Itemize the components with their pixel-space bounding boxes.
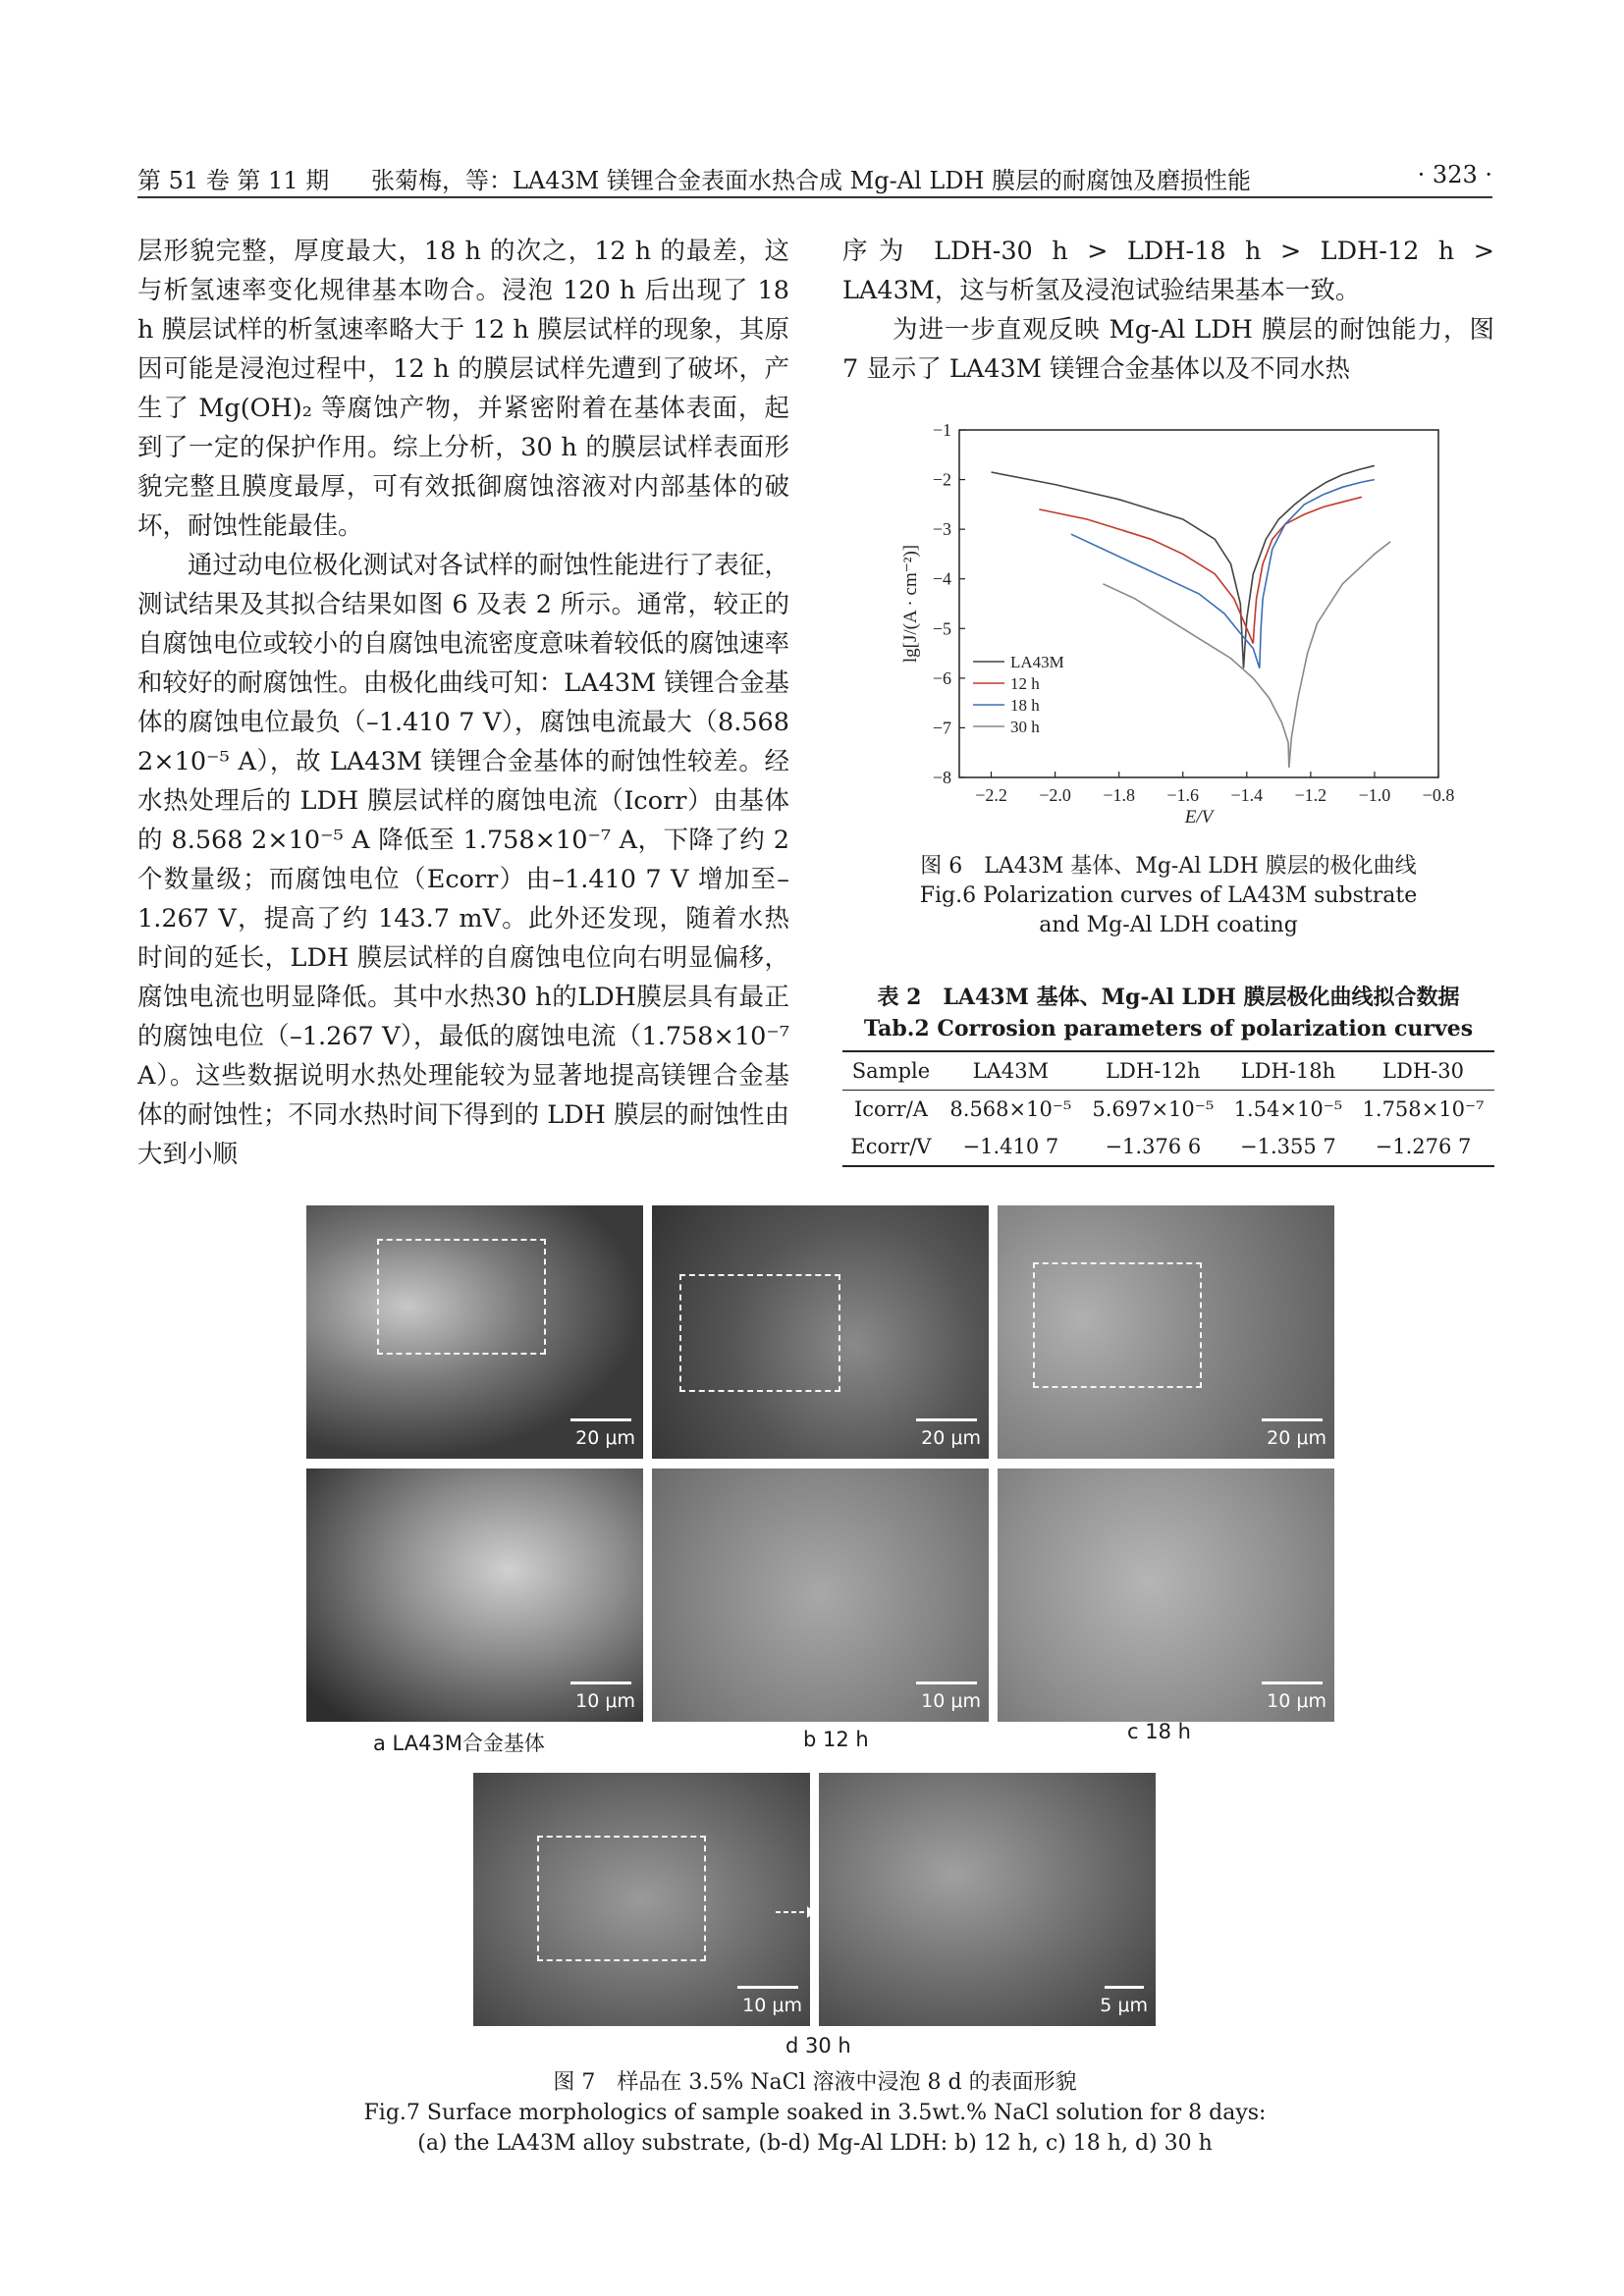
y-tick-label: −6 — [932, 667, 951, 688]
polarization-chart — [889, 412, 1468, 844]
table-cell: 1.758×10⁻⁷ — [1362, 1097, 1485, 1121]
y-axis-label: lg[J/(A · cm⁻²)] — [900, 544, 921, 664]
x-tick-label: −1.4 — [1230, 785, 1264, 805]
sem-image-c-low — [998, 1205, 1334, 1459]
x-tick-label: −1.8 — [1103, 785, 1135, 805]
subfigure-label-a: a LA43M合金基体 — [373, 1732, 545, 1755]
table-header: LDH-12h — [1082, 1051, 1224, 1091]
table-header: LA43M — [940, 1051, 1082, 1091]
subfigure-label-c: c 18 h — [1127, 1720, 1191, 1743]
journal-volume: 第 51 卷 第 11 期 — [137, 167, 330, 194]
sem-image-a-low — [306, 1205, 643, 1459]
sem-image-d-high — [819, 1773, 1156, 2026]
page-number: · 323 · — [1417, 161, 1492, 188]
table-row — [842, 1091, 1494, 1129]
x-tick-label: −1.2 — [1294, 785, 1327, 805]
sem-image-b-low — [652, 1205, 989, 1459]
zoom-region-box — [679, 1274, 840, 1392]
legend-label: 12 h — [1010, 674, 1040, 693]
running-header — [137, 157, 1492, 198]
table2-caption-cn: 表 2 LA43M 基体、Mg-Al LDH 膜层极化曲线拟合数据 — [877, 985, 1460, 1010]
sem-image-c-high — [998, 1468, 1334, 1722]
zoom-region-box — [537, 1836, 706, 1961]
legend-label: 18 h — [1010, 696, 1040, 715]
sem-image-d-low — [473, 1773, 810, 2026]
table-header: LDH-30 — [1352, 1051, 1494, 1091]
table-cell: 8.568×10⁻⁵ — [949, 1097, 1072, 1121]
table-header: LDH-18h — [1224, 1051, 1352, 1091]
table2-caption — [842, 982, 1494, 1044]
table-row — [842, 1128, 1494, 1166]
x-tick-label: −1.6 — [1166, 785, 1200, 805]
scale-label: 10 μm — [742, 1995, 802, 2016]
table-cell: −1.276 7 — [1352, 1128, 1494, 1166]
table-cell: −1.355 7 — [1224, 1128, 1352, 1166]
scale-label: 10 μm — [921, 1690, 981, 1712]
scale-bar — [1105, 1986, 1144, 1989]
y-tick-label: −7 — [932, 718, 951, 738]
x-tick-label: −1.0 — [1358, 785, 1391, 805]
legend-label: 30 h — [1010, 718, 1040, 736]
scale-label: 20 μm — [921, 1427, 981, 1449]
series-line-12-h — [1039, 497, 1362, 643]
right-column — [842, 232, 1494, 389]
subfigure-label-d: d 30 h — [785, 2034, 851, 2057]
y-tick-label: −8 — [932, 768, 951, 787]
zoom-arrow-icon — [776, 1902, 815, 1922]
series-line-30-h — [1103, 542, 1390, 768]
left-column — [137, 232, 789, 1174]
zoom-region-box — [1033, 1262, 1202, 1388]
table2-caption-en: Tab.2 Corrosion parameters of polarization curves — [863, 1016, 1474, 1041]
paragraph: 为进一步直观反映 Mg-Al LDH 膜层的耐蚀能力，图 7 显示了 LA43M 镁锂合金基体以及不同水热 — [842, 315, 1494, 384]
legend-label: LA43M — [1010, 653, 1064, 671]
fig6-caption — [842, 852, 1494, 940]
scale-bar — [916, 1418, 977, 1421]
row-label: Icorr/A — [853, 1097, 928, 1121]
scale-label: 10 μm — [1267, 1690, 1326, 1712]
fig7-caption-en: Fig.7 Surface morphologics of sample soaked in 3.5wt.% NaCl solution for 8 days: — [363, 2101, 1267, 2125]
table-cell: −1.376 6 — [1082, 1128, 1224, 1166]
x-tick-label: −0.8 — [1422, 785, 1455, 805]
scale-label: 20 μm — [575, 1427, 635, 1449]
scale-label: 10 μm — [575, 1690, 635, 1712]
y-tick-label: −3 — [932, 519, 951, 540]
table-cell: 1.54×10⁻⁵ — [1233, 1097, 1343, 1121]
fig6-caption-en: Fig.6 Polarization curves of LA43M substrate — [919, 883, 1418, 908]
paragraph: 通过动电位极化测试对各试样的耐蚀性能进行了表征，测试结果及其拟合结果如图 6 及表 2 所示。通常，较正的自腐蚀电位或较小的自腐蚀电流密度意味着较低的腐蚀速率和较好的耐腐蚀性。由极化曲线可知：LA43M 镁锂合金基体的腐蚀电位最负（–1.410 7 V），腐蚀电流最大（8.568 2×10⁻⁵ A），故 LA43M 镁锂合金基体的耐蚀性较差。经水热处理后的 LDH 膜层试样的腐蚀电流（Icorr）由基体的 8.568 2×10⁻⁵ A 降低至 1.758×10⁻⁷ A，下降了约 2 个数量级；而腐蚀电位（Ecorr）由–1.410 7 V 增加至–1.267 V，提高了约 143.7 mV。此外还发现，随着水热时间的延长，LDH 膜层试样的自腐蚀电位向右明显偏移，腐蚀电流也明显降低。其中水热30 h的LDH膜层具有最正的腐蚀电位（–1.267 V），最低的腐蚀电流（1.758×10⁻⁷ A）。这些数据说明水热处理能较为显著地提高镁锂合金基体的耐蚀性；不同水热时间下得到的 LDH 膜层的耐蚀性由大到小顺 — [137, 551, 789, 1169]
series-line-18-h — [1071, 480, 1375, 668]
fig7-caption-cn: 图 7 样品在 3.5% NaCl 溶液中浸泡 8 d 的表面形貌 — [553, 2070, 1077, 2095]
table-header: Sample — [842, 1051, 940, 1091]
table-cell: 5.697×10⁻⁵ — [1092, 1097, 1215, 1121]
scale-bar — [737, 1986, 798, 1989]
table-cell: −1.410 7 — [940, 1128, 1082, 1166]
fig6-caption-cn: 图 6 LA43M 基体、Mg-Al LDH 膜层的极化曲线 — [920, 854, 1417, 879]
running-title: 张菊梅，等：LA43M 镁锂合金表面水热合成 Mg-Al LDH 膜层的耐腐蚀及磨损性能 — [371, 167, 1252, 194]
x-tick-label: −2.2 — [975, 785, 1007, 805]
series-line-la43m — [992, 465, 1375, 667]
scale-label: 5 μm — [1100, 1995, 1148, 2016]
scale-bar — [916, 1682, 977, 1684]
x-tick-label: −2.0 — [1039, 785, 1071, 805]
paragraph: 层形貌完整，厚度最大，18 h 的次之，12 h 的最差，这与析氢速率变化规律基本吻合。浸泡 120 h 后出现了 18 h 膜层试样的析氢速率略大于 12 h 膜层试样的现象，其原因可能是浸泡过程中，12 h 的膜层试样先遭到了破坏，产生了 Mg(OH)₂ 等腐蚀产物，并紧密附着在基体表面，起到了一定的保护作用。综上分析，30 h 的膜层试样表面形貌完整且膜度最厚，可有效抵御腐蚀溶液对内部基体的破坏，耐蚀性能最佳。 — [137, 237, 789, 541]
table-header-row — [842, 1051, 1494, 1091]
sem-image-b-high — [652, 1468, 989, 1722]
y-tick-label: −4 — [932, 568, 951, 589]
zoom-region-box — [377, 1239, 546, 1355]
scale-bar — [1262, 1418, 1323, 1421]
corrosion-table — [842, 1050, 1494, 1167]
scale-bar — [1262, 1682, 1323, 1684]
sem-image-a-high — [306, 1468, 643, 1722]
y-tick-label: −5 — [932, 618, 951, 639]
fig6-caption-en: and Mg-Al LDH coating — [1039, 913, 1298, 937]
paragraph: 序为 LDH-30 h > LDH-18 h > LDH-12 h > LA43M，这与析氢及浸泡试验结果基本一致。 — [842, 237, 1494, 305]
x-axis-label: E/V — [1184, 807, 1214, 828]
fig7-caption-en: (a) the LA43M alloy substrate, (b-d) Mg-Al LDH: b) 12 h, c) 18 h, d) 30 h — [417, 2131, 1213, 2156]
y-tick-label: −1 — [932, 420, 951, 440]
y-tick-label: −2 — [932, 469, 951, 490]
scale-bar — [570, 1418, 631, 1421]
fig7-caption — [137, 2067, 1492, 2159]
row-label: Ecorr/V — [842, 1128, 940, 1166]
scale-label: 20 μm — [1267, 1427, 1326, 1449]
scale-bar — [570, 1682, 631, 1684]
subfigure-label-b: b 12 h — [803, 1728, 869, 1751]
